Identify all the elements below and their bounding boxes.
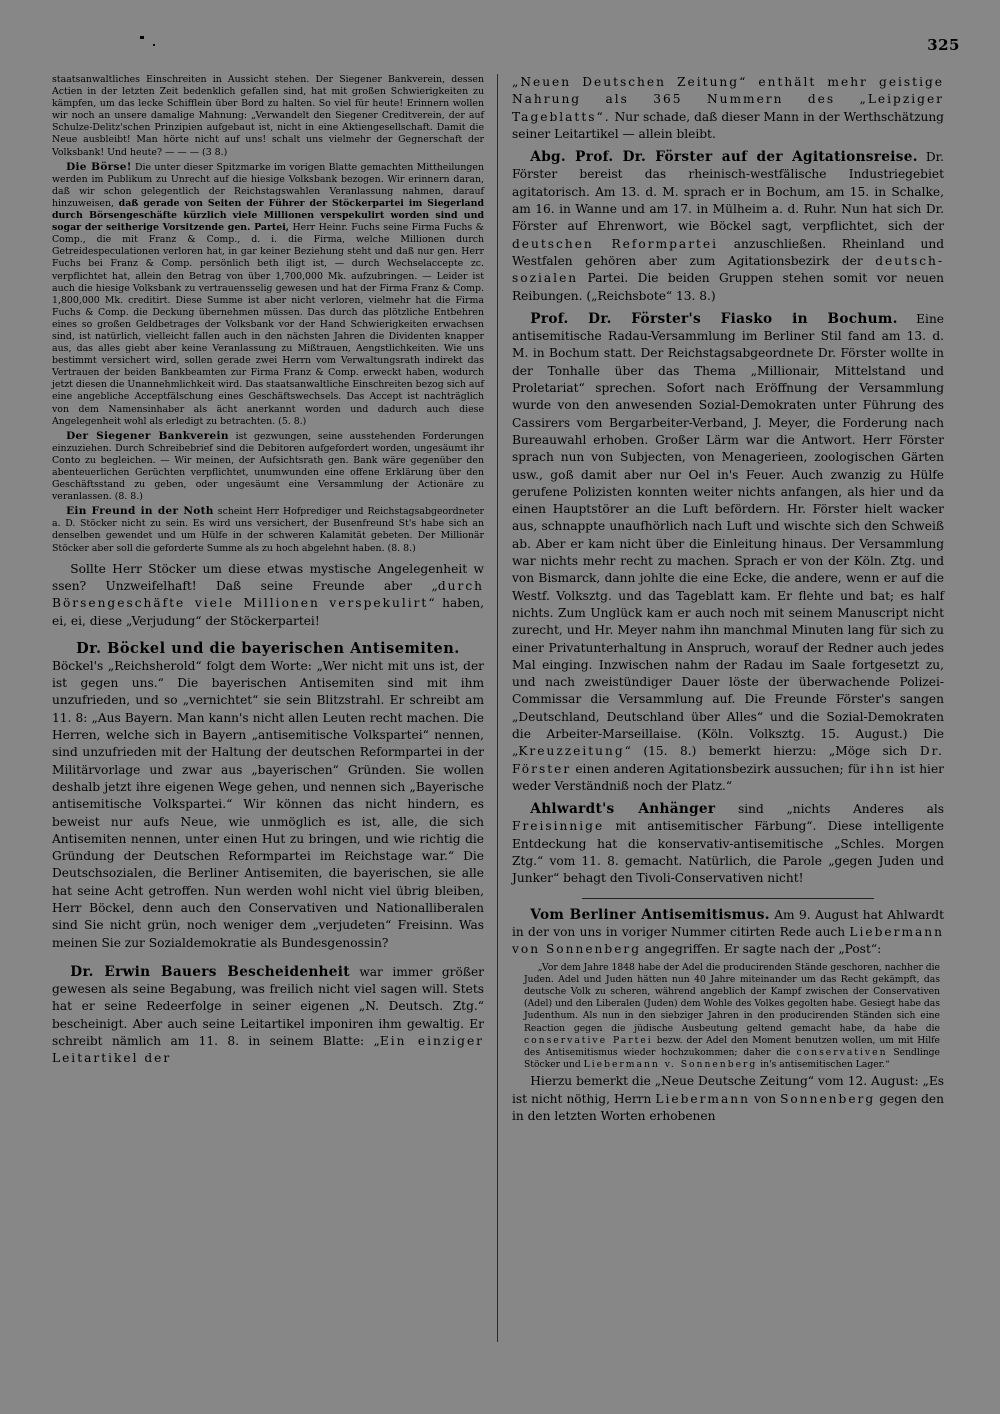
spaced-text: Freisinnige (512, 819, 605, 834)
left-column (52, 74, 484, 1068)
text: „Vor dem Jahre 1848 habe der Adel die producirenden Stände geschoren, nachher die Juden. Adel und Juden hätten nun 40 Jahre miteinander um das Recht gekämpft, das deutsche Volk zu scheren, während angeblich der Kampf zwischen der Conservativen (Adel) und den Liberalen (Juden) dem Wohle des Volkes gegolten habe. Gesiegt habe das Judenthum. Als nun in den siebziger Jahren in den producirenden Ständen sich eine Reaction gegen die jüdische Ausbeutung geltend gemacht habe, da habe die (524, 961, 940, 1034)
spaced-text: Ein einziger Leitartikel der (52, 1034, 485, 1066)
inline-heading-berliner: Vom Berliner Antisemitismus. (530, 906, 770, 923)
text: Sollte Herr Stöcker um diese etwas mystische Angelegenheit w ssen? Unzweifelhaft! Daß seine Freunde aber „ (52, 561, 484, 593)
text: Partei. Die beiden Gruppen stehen somit vor neuen Reibungen. („Reichsbote“ 13. 8.) (512, 271, 944, 303)
bold-text: daß gerade von Seiten der Führer der Stöckerpartei im Siegerland durch Börsengeschäfte kürzlich viele Millionen verspekulirt worden sind und sogar der seitherige Vorsitzende gen. Partei, (52, 197, 484, 234)
spaced-text: conservativen (796, 1046, 888, 1058)
spaced-text: Liebermann (655, 1091, 750, 1106)
spaced-text: „Neuen Deutschen Zeitung“ enthält mehr geistige Nahrung als 365 Nummern des „Leipziger Tageblatts“. (512, 75, 944, 124)
inline-heading-fiasko: Prof. Dr. Förster's Fiasko in Bochum. (530, 310, 898, 327)
text: anzuschließen. Rheinland und Westfalen gehören aber zum Agitationsbezirk der (512, 236, 944, 268)
text: sind „nichts Anderes als (715, 802, 944, 817)
paragraph-ahlwardt-anhaenger (512, 801, 944, 887)
text: Herr Heinr. Fuchs seine Firma Fuchs & Comp., die mit Franz & Comp., d. i. die Firma, welche Millionen durch Getreidespeculationen verloren hat, in gar keiner Beziehung steht und daß nur gen. Herr Fuchs bei Franz & Comp. persönlich beth iligt ist, — durch Wechselaccepte zc. verpflichtet hat, allein den Betrag von über 1,700,000 Mk. aufzubringen. — Leider ist auch die hiesige Volksbank zu vertrauensselig gewesen und hat der Firma Franz & Comp. 1,800,000 Mk. creditirt. Diese Summe ist aber nicht verloren, vielmehr hat die Firma Fuchs & Comp. die Deckung übernehmen müssen. Das durch das plötzliche Entbehren eines so großen Geldbetrages der Volksbank vor der Hand Schwierigkeiten erwachsen sind, ist natürlich, vielleicht fallen auch in den nächsten Jahren die Dividenten knapper aus, das alles giebt aber keine Veranlassung zu Mißtrauen, Aengstlichkeiten. Wie uns bestimmt versichert wird, sollen gerade zwei Herrn vom Verwaltungsrath indirekt das Vertrauen der beiden Bankbeamten zur Firma Franz & Comp. erweckt haben, wodurch jetzt diesen die Unannehmlichkeit wird. Das staatsanwaltliche Einschreiten bezog sich auf eine angebliche Acceptfälschung eines Geschäftswechsels. Das Accept ist nachträglich von dem Namensinhaber als ächt anerkannt worden und dadurch auch diese Angelegenheit wohl als erledigt zu betrachten. (5. 8.) (52, 222, 484, 427)
print-speck (153, 44, 155, 46)
paragraph-siegen-bank: staatsanwaltliches Einschreiten in Aussicht stehen. Der Siegener Bankverein, dessen Actien in der letzten Zeit bedenklich gefallen sind, hat mit großen Schwierigkeiten zu kämpfen, um das leckе Schifflein über Bord zu halten. So viel für heute! Erinnern wollen wir noch an unsere damalige Mahnung: „Verwandelt den Siegener Creditverein, der auf Schulze-Delitz'schen Prinzipien aufgebaut ist, nicht in eine Aktiengesellschaft. Damit die Neue ausbleibt! Man hörte nicht auf uns! schalt uns vielmehr der Gegnerschaft der Volksbank! Und heute? — — — (3 8.) (52, 74, 484, 158)
paragraph-foerster-agitation (512, 149, 944, 305)
text: Hierzu bemerkt die „Neue Deutsche Zeitung“ vom 12. August: „Es ist nicht nöthig, Herrn (512, 1074, 944, 1106)
text: Dr. Förster bereist das rheinisch-westfälische Industriegebiet agitatorisch. Am 13. d. M. sprach er in Bochum, am 15. in Schalke, am 16. in Wanne und am 17. in Mülheim a. d. Ruhr. Nun hat sich Dr. Förster auf Ehrenwort, wie Böckel sagt, verpflichtet, sich der (512, 150, 944, 234)
spaced-text: deutsch-sozialen (512, 253, 944, 286)
section-divider (582, 898, 874, 899)
right-column (512, 74, 944, 1125)
paragraph-bauer-continued (512, 74, 944, 143)
paragraph-siegener-bankverein (52, 430, 484, 504)
text: bezw. der Adel den Moment benutzen wollen, um mit Hilfe des Antisemitismus wieder hochzukommen; daher die (524, 1034, 940, 1058)
inline-heading-freund: Ein Freund in der Noth (66, 505, 214, 518)
block-quote-post (524, 962, 940, 1072)
spaced-text: deutschen Reformpartei (512, 236, 719, 251)
spaced-text: ihn (870, 761, 896, 776)
text: in's antisemitischen Lager.“ (757, 1059, 890, 1071)
inline-heading-boerse: Die Börse! (66, 160, 132, 173)
text: “ (15. 8.) bemerkt hierzu: „Möge sich (624, 744, 920, 759)
text: Am 9. August hat Ahlwardt in der von uns in voriger Nummer citirten Rede auch (512, 907, 944, 939)
paragraph-freund-in-der-noth (52, 505, 484, 554)
paragraph-bauer (52, 964, 484, 1068)
paragraph-stoecker-comment (52, 561, 484, 630)
text: Sendlinge Stöcker und (524, 1046, 940, 1071)
spaced-text: durch Börsengeschäfte viele Millionen verspekulirt (52, 578, 484, 611)
text: angegriffen. Er sagte nach der „Post“: (641, 942, 882, 957)
spaced-text: conservative Partei (524, 1034, 653, 1046)
text: Eine antisemitische Radau-Versammlung im Berliner Stil fand am 13. d. M. in Bochum statt. Der Reichstagsabgeordnete Dr. Förster wollte in der Tonhalle über das Thema „Millionair, Mittelstand und Proletariat“ sprechen. Sofort nach Eröffnung der Versammlung wurde von den anwesenden Sozial-Demokraten unter Führung des Cassirers vom Bergarbeiter-Verband, J. Meyer, die Forderung nach Bureauwahl erhoben. Großer Lärm war die Antwort. Herr Förster sprach nun von Subjecten, von Menagerieen, zoologischen Gärten usw., goß damit aber nur Oel in's Feuer. Auch zwanzig zu Hülfe gerufene Polizisten konnten weiter nichts anfangen, als hier und da einen Hauptstörer an die Luft befördern. Hr. Förster hielt wacker aus, schnappte unaufhörlich nach Luft und wischte sich den Schweiß ab. Aber er kam nicht über die Einleitung hinaus. Der Versammlung war nichts mehr recht zu machen. Sprach er von der Köln. Ztg. und von Bismarck, dann johlte die eine Ecke, die andere, wenn er auf die Westf. Volksztg. und das Tageblatt kam. Er flehte und bat; es half nichts. Zum Unglück kam er auch noch mit seinem Manuscript nicht zurecht, und Hr. Meyer nahm ihn manchmal Minuten lang für sich zu einer Privatunterhaltung in Anspruch, worauf der Redner auch jedes Mal einging. Inzwischen nahm der Radau im Saale fortgesetzt zu, und nach zweistündiger Dauer löste der überwachende Polizei-Commissar die Versammlung auf. Die Freunde Förster's sangen „Deutschland, Deutschland über Alles“ und die Sozial-Demokraten die Arbeiter-Marseillaise. (Köln. Volksztg. 15. August.) Die „ (512, 311, 945, 759)
text: einen anderen Agitationsbezirk aussuchen; für (571, 761, 871, 776)
paragraph-boeckel: Böckel's „Reichsherold“ folgt dem Worte: „Wer nicht mit uns ist, der ist gegen uns.“ Die bayerischen Antisemiten sind mit ihm unzufrieden, und so „vernichtet“ sie sein Blitzstrahl. Er schreibt am 11. 8: „Aus Bayern. Man kann's nicht allen Leuten recht machen. Die Herren, welche sich in Bayern „antisemitische Volkspartei“ nennen, sind unzufrieden mit der Haltung der deutschen Reformpartei in der Militärvorlage und zwar aus „bayerischen“ Gründen. Sie wollen deshalb jetzt ihre eigenen Wege gehen, und nennen sich „Bayerische antisemitische Volkspartei.“ Wir können das nicht hindern, es beweist nur aufs Neue, wie unmöglich es ist, alle, die sich Antisemiten nennen, unter einen Hut zu bringen, und wie richtig die Gründung der Deutschen Reformpartei im Reichstage war.“ Die Deutschsozialen, die Berliner Antisemiten, die bayerischen, sie alle hat seine Acht getroffen. Nun werden wohl nicht viel übrig bleiben, Herr Böckel, denn auch den Conservativen und Nationalliberalen sind Sie nicht grün, noch weniger dem „verjudeten“ Freisinn. Was meinen Sie zur Sozialdemokratie als Bundesgenossin? (52, 658, 484, 950)
spaced-text: Liebermann v. Sonnenberg (583, 1059, 758, 1071)
text: gegen den in den letzten Worten erhobenen (512, 1091, 944, 1123)
print-speck (140, 36, 144, 39)
spaced-text: Kreuzzeitung (518, 744, 625, 759)
text: von (749, 1091, 781, 1106)
inline-heading-bankverein: Der Siegener Bankverein (66, 429, 229, 442)
page-number: 325 (927, 36, 960, 54)
paragraph-neue-deutsche-zeitung (512, 1073, 944, 1125)
section-heading-boeckel: Dr. Böckel und die bayerischen Antisemiten. (76, 639, 460, 657)
text: war immer größer gewesen als seine Begabung, was freilich nicht viel sagen will. Stets hat er seine Redeerfolge in seiner eigenen „N. Deutsch. Ztg.“ bescheinigt. Aber auch seine Leitartikel imponiren ihm gewaltig. Er schreibt nämlich am 11. 8. in seinem Blatte: „ (52, 964, 484, 1049)
spaced-text: Dr. Förster (512, 744, 944, 776)
paragraph-boerse (52, 161, 484, 428)
column-divider (497, 74, 498, 1342)
text: “ haben, ei, ei, diese „Verjudung“ der Stöckerpartei! (52, 596, 484, 628)
text: ist gezwungen, seine ausstehenden Forderungen einzuziehen. Durch Schreibebrief sind die Debitoren aufgefordert worden, ungesäumt ihr Conto zu begleichen. — Wir meinen, der Aufsichtsrath gen. Bank wäre gegenüber den abenteuerlichen Gerüchten verpflichtet, unumwunden eine offene Erklärung über den Geschäftsstand zu geben, oder ungesäumt eine Versammlung der Actionäre zu veranlassen. (8. 8.) (52, 430, 485, 503)
text: Nur schade, daß dieser Mann in der Werthschätzung seiner Leitartikel — allein bleibt. (512, 109, 944, 141)
inline-heading-ahlwardt: Ahlwardt's Anhänger (530, 801, 716, 818)
inline-heading-foerster: Abg. Prof. Dr. Förster auf der Agitationsreise. (530, 149, 918, 166)
paragraph-foerster-bochum (512, 311, 944, 795)
paragraph-berliner-antisemitismus (512, 907, 944, 959)
text: ist hier weder Verständniß noch der Platz.“ (512, 761, 944, 793)
spaced-text: Sonnenberg (780, 1091, 876, 1106)
text: scheint Herr Hofprediger und Reichstagsabgeordneter a. D. Stöcker nicht zu sein. Es wird uns versichert, der Busenfreund St's habe sich an denselben gewendet und um Hülfe in der schweren Kalamität gebeten. Der Millionär Stöcker aber soll die geforderte Summe als zu hoch abgelehnt haben. (8. 8.) (52, 506, 485, 554)
text: Die unter dieser Spitzmarke im vorigen Blatte gemachten Mittheilungen werden im Publikum zu Unrecht auf die hiesige Volksbank bezogen. Wir erinnern daran, daß wir schon gelegentlich der Reichstagswahlen Veranlassung nahmen, darauf hinzuweisen, (52, 161, 484, 209)
text: mit antisemitischer Färbung“. Diese intelligente Entdeckung hat die konservativ-antisemitische „Schles. Morgen Ztg.“ vom 11. 8. gemacht. Natürlich, die Parole „gegen Juden und Junker“ behagt den Tivoli-Conservativen nicht! (512, 819, 944, 886)
spaced-text: Liebermann von Sonnenberg (512, 924, 944, 957)
inline-heading-bauer: Dr. Erwin Bauers Bescheidenheit (70, 963, 350, 980)
